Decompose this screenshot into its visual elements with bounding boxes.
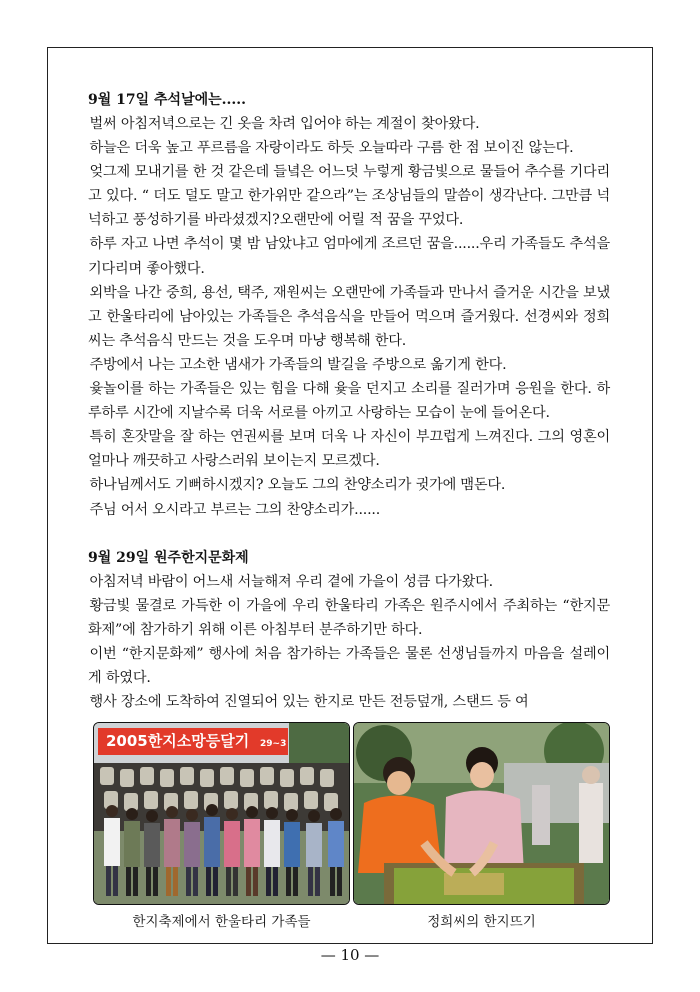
hanji-making-photo bbox=[353, 722, 610, 905]
section-heading-hanji-festival: 9월 29일 원주한지문화제 bbox=[88, 549, 249, 566]
paragraph: 엊그제 모내기를 한 것 같은데 들녘은 어느덧 누렇게 황금빛으로 물들어 추수를 기다리고 있다. “ 더도 덜도 말고 한가위만 같으라”는 조상님들의 말씀이 생각난다. 그만큼 넉넉하고 풍성하기를 바라셨겠지?오랜만에 어릴 적 꿈을 꾸었다. bbox=[88, 164, 610, 229]
paragraph: 황금빛 물결로 가득한 이 가을에 우리 한울타리 가족은 원주시에서 주최하는 “한지문화제”에 참가하기 위해 이른 아침부터 분주하기만 하다. bbox=[88, 597, 610, 638]
paragraph: 특히 혼잣말을 잘 하는 연권씨를 보며 더욱 나 자신이 부끄럽게 느껴진다. 그의 영혼이 얼마나 깨끗하고 사랑스러워 보이는지 모르겠다. bbox=[88, 429, 610, 470]
paragraph: 하루 자고 나면 추석이 몇 밤 남았냐고 엄마에게 조르던 꿈을......우리 가족들도 추석을 기다리며 좋아했다. bbox=[88, 236, 610, 277]
banner-date: 29~3 bbox=[260, 739, 287, 749]
group-photo bbox=[93, 722, 350, 905]
section-heading-chuseok: 9월 17일 추석날에는..... bbox=[88, 92, 247, 108]
paragraph: 주님 어서 오시라고 부르는 그의 찬양소리가...... bbox=[89, 501, 381, 518]
paragraph: 외박을 나간 중희, 용선, 택주, 재원씨는 오랜만에 가족들과 만나서 즐거운 시간을 보냈고 한울타리에 남아있는 가족들은 추석음식을 만들어 먹으며 즐거웠다. 선경씨와 정희씨는 추석음식 만드는 것을 도우며 마냥 행복해 한다. bbox=[88, 284, 610, 349]
paragraph: 하나님께서도 기뻐하시겠지? 오늘도 그의 찬양소리가 귓가에 맴돈다. bbox=[89, 477, 506, 494]
paragraph: 윷놀이를 하는 가족들은 있는 힘을 다해 윷을 던지고 소리를 질러가며 응원을 한다. 하루하루 시간에 지날수록 더욱 서로를 아끼고 사랑하는 모습이 눈에 들어온다. bbox=[88, 381, 610, 422]
paragraph: 벌써 아침저녁으로는 긴 옷을 차려 입어야 하는 계절이 찾아왔다. bbox=[89, 116, 480, 132]
page-number: — 10 — bbox=[320, 946, 380, 964]
paragraph: 아침저녁 바람이 어느새 서늘해져 우리 곁에 가을이 성큼 다가왔다. bbox=[89, 573, 493, 590]
right-photo-caption: 정희씨의 한지뜨기 bbox=[427, 914, 536, 930]
paragraph: 행사 장소에 도착하여 진열되어 있는 한지로 만든 전등덮개, 스탠드 등 여 bbox=[89, 694, 529, 711]
paragraph: 이번 “한지문화제” 행사에 처음 참가하는 가족들은 물론 선생님들까지 마음을 설레이게 하였다. bbox=[88, 645, 610, 686]
paragraph: 하늘은 더욱 높고 푸르름을 자랑이라도 하듯 오늘따라 구름 한 점 보이진 않는다. bbox=[89, 140, 574, 157]
page-content bbox=[88, 88, 610, 714]
left-photo-caption: 한지축제에서 한울타리 가족들 bbox=[132, 914, 311, 930]
photo-row bbox=[93, 722, 613, 930]
banner-text: 2005한지소망등달기 bbox=[106, 732, 250, 750]
paragraph: 주방에서 나는 고소한 냄새가 가족들의 발길을 주방으로 옮기게 한다. bbox=[89, 356, 507, 373]
